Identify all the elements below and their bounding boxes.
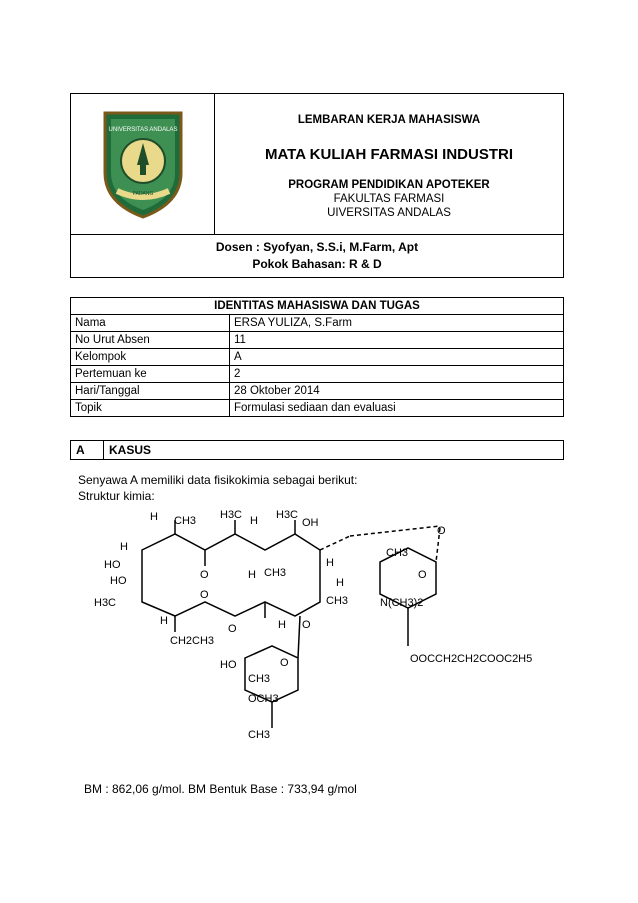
label-ester: OOCCH2CH2COOC2H5 <box>410 653 533 665</box>
label-h3c: H3C <box>220 509 243 521</box>
struktur-label: Struktur kimia: <box>78 489 155 503</box>
label-h: H <box>120 541 128 553</box>
label-ch3: CH3 <box>248 673 271 685</box>
label-oh: OH <box>302 517 319 529</box>
chemical-structure <box>80 506 570 751</box>
label-o: O <box>280 657 289 669</box>
bm-text: BM : 862,06 g/mol. BM Bentuk Base : 733,94 g/mol <box>84 782 357 796</box>
row-label: Topik <box>71 400 230 417</box>
table-row <box>71 332 564 349</box>
label-ch3: CH3 <box>386 547 409 559</box>
label-o: O <box>200 589 209 601</box>
row-label: Nama <box>71 315 230 332</box>
label-ch3: CH3 <box>264 567 287 579</box>
label-och3: OCH3 <box>248 693 279 705</box>
label-o: O <box>302 619 311 631</box>
doc-title-line2: MATA KULIAH FARMASI INDUSTRI <box>264 145 514 163</box>
doc-title-line3: PROGRAM PENDIDIKAN APOTEKER <box>288 178 490 191</box>
identitas-title: IDENTITAS MAHASISWA DAN TUGAS <box>71 298 564 315</box>
row-value: 28 Oktober 2014 <box>230 383 564 400</box>
label-h: H <box>326 557 334 569</box>
doc-title-line5: UIVERSITAS ANDALAS <box>327 206 451 219</box>
row-label: Hari/Tanggal <box>71 383 230 400</box>
label-ho: HO <box>104 559 121 571</box>
label-o: O <box>228 623 237 635</box>
row-label: Kelompok <box>71 349 230 366</box>
label-h: H <box>250 515 258 527</box>
pokok-bahasan-text: Pokok Bahasan: R & D <box>252 257 382 271</box>
label-o: O <box>418 569 427 581</box>
label-o: O <box>200 569 209 581</box>
identitas-table <box>70 297 564 417</box>
label-h: H <box>278 619 286 631</box>
logo-cell <box>71 94 215 235</box>
table-row <box>71 366 564 383</box>
university-logo-icon <box>97 103 189 221</box>
table-row <box>71 315 564 332</box>
doc-title-line4: FAKULTAS FARMASI <box>333 192 445 205</box>
kasus-title: KASUS <box>104 441 564 460</box>
doc-title-line1: LEMBARAN KERJA MAHASISWA <box>297 113 481 126</box>
label-ch3: CH3 <box>248 729 271 741</box>
row-value: ERSA YULIZA, S.Farm <box>230 315 564 332</box>
kasus-letter: A <box>71 441 104 460</box>
label-ch3: CH3 <box>174 515 197 527</box>
row-value: A <box>230 349 564 366</box>
label-o: O <box>437 525 446 537</box>
label-ch2ch3: CH2CH3 <box>170 635 215 647</box>
row-value: 11 <box>230 332 564 349</box>
logo-text-top: UNIVERSITAS ANDALAS <box>108 126 177 133</box>
logo-text-bottom: PADANG <box>132 190 153 197</box>
title-cell <box>215 94 564 235</box>
intro-text: Senyawa A memiliki data fisikokimia sebagai berikut: <box>78 473 358 487</box>
table-row <box>71 349 564 366</box>
row-label: No Urut Absen <box>71 332 230 349</box>
label-h: H <box>150 511 158 523</box>
row-label: Pertemuan ke <box>71 366 230 383</box>
header-table <box>70 93 564 278</box>
label-ch3: CH3 <box>326 595 349 607</box>
dosen-text: Dosen : Syofyan, S.S.i, M.Farm, Apt <box>215 240 419 254</box>
label-h3c: H3C <box>276 509 299 521</box>
row-value: Formulasi sediaan dan evaluasi <box>230 400 564 417</box>
table-row <box>71 400 564 417</box>
row-value: 2 <box>230 366 564 383</box>
dosen-cell <box>71 235 564 278</box>
label-h3c: H3C <box>94 597 117 609</box>
kasus-header <box>70 440 564 460</box>
label-nme2: N(CH3)2 <box>380 597 424 609</box>
label-h: H <box>160 615 168 627</box>
label-h: H <box>336 577 344 589</box>
table-row <box>71 383 564 400</box>
label-h: H <box>248 569 256 581</box>
label-ho: HO <box>220 659 237 671</box>
label-ho: HO <box>110 575 127 587</box>
